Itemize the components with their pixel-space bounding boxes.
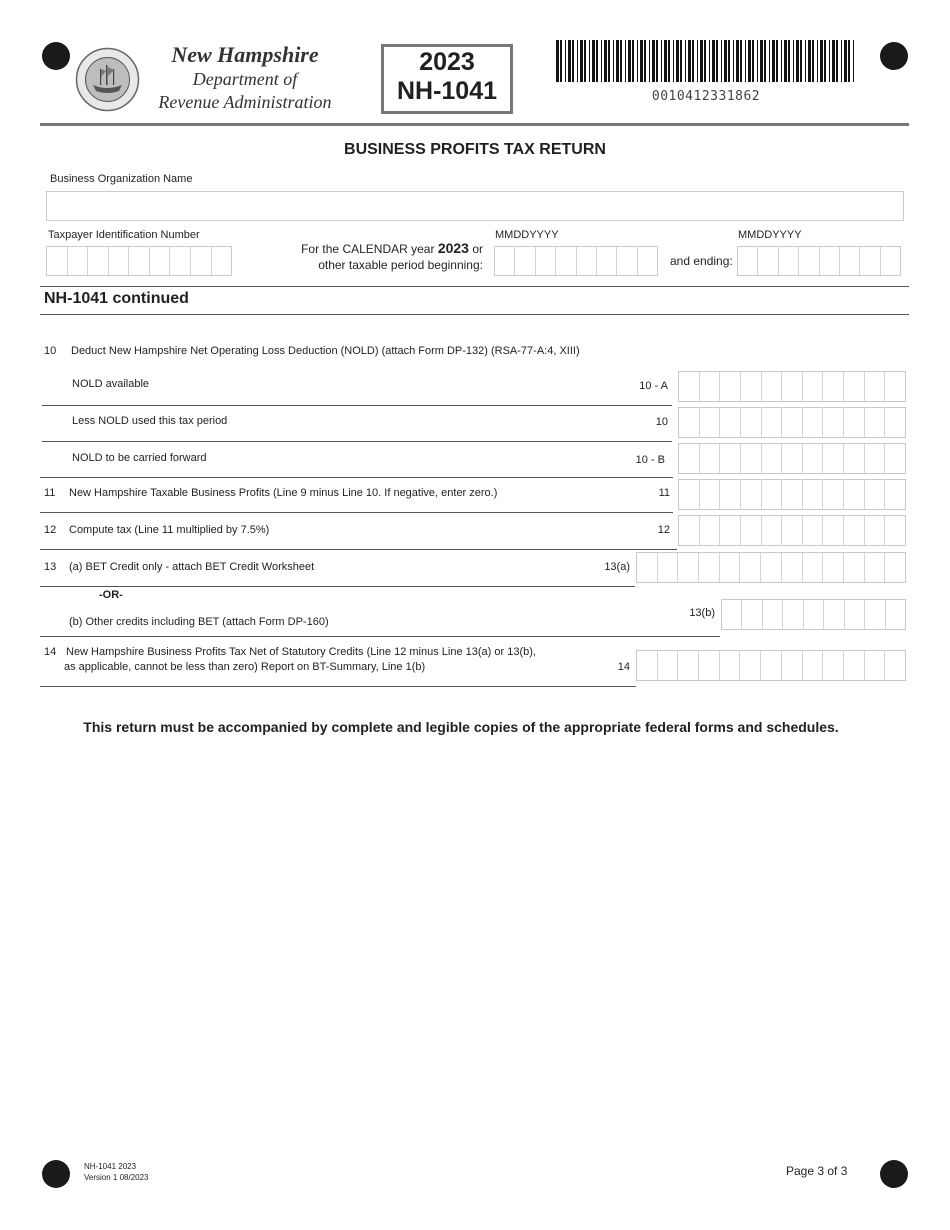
divider: [40, 477, 673, 478]
barcode-bar: [556, 40, 559, 82]
barcode-bar: [760, 40, 763, 82]
line-14-number: 14: [44, 646, 57, 658]
registration-mark-bottom-left: [42, 1160, 70, 1188]
digit-cell[interactable]: [577, 247, 597, 275]
digit-cell[interactable]: [844, 444, 865, 473]
barcode-bar: [736, 40, 739, 82]
barcode-bar: [584, 40, 586, 82]
digit-cell[interactable]: [536, 247, 556, 275]
digit-cell[interactable]: [823, 651, 844, 680]
org-name-label: Business Organization Name: [50, 173, 193, 185]
digit-cell[interactable]: [720, 480, 741, 509]
barcode-bar: [781, 40, 782, 82]
line-10a-text: NOLD available: [72, 378, 150, 390]
digit-cell[interactable]: [844, 651, 865, 680]
barcode-bar: [752, 40, 754, 82]
digit-cell[interactable]: [758, 247, 778, 275]
digit-cell[interactable]: [637, 553, 658, 582]
digit-cell[interactable]: [799, 247, 819, 275]
digit-cell[interactable]: [885, 480, 905, 509]
barcode-bar: [769, 40, 770, 82]
digit-cell[interactable]: [823, 480, 844, 509]
barcode-bar: [721, 40, 722, 82]
digit-cell[interactable]: [865, 480, 886, 509]
line-11-number: 11: [44, 487, 56, 499]
barcode-bar: [745, 40, 746, 82]
period-line-2: other taxable period beginning:: [318, 258, 483, 272]
tin-input[interactable]: [46, 246, 232, 276]
digit-cell[interactable]: [762, 408, 783, 437]
line-10-text: Deduct New Hampshire Net Operating Loss Deduction (NOLD) (attach Form DP-132) (RSA-77-A:4, XIII): [71, 345, 580, 357]
form-year: 2023: [419, 48, 475, 76]
line-14-text-2: as applicable, cannot be less than zero) Report on BT-Summary, Line 1(b): [64, 661, 426, 673]
digit-cell[interactable]: [844, 553, 865, 582]
digit-cell[interactable]: [845, 600, 865, 629]
digit-cell[interactable]: [700, 408, 721, 437]
barcode-bar: [572, 40, 574, 82]
digit-cell[interactable]: [865, 651, 886, 680]
barcode-bar: [680, 40, 682, 82]
line-12-input[interactable]: [678, 515, 906, 546]
line-10b-text: NOLD to be carried forward: [72, 452, 207, 464]
page-number: Page 3 of 3: [786, 1164, 848, 1178]
barcode-bar: [596, 40, 598, 82]
form-id-box: [381, 44, 513, 114]
divider: [40, 636, 720, 637]
digit-cell[interactable]: [844, 372, 865, 401]
digit-cell[interactable]: [109, 247, 130, 275]
digit-cell[interactable]: [885, 408, 905, 437]
line-10-used-input[interactable]: [678, 407, 906, 438]
registration-mark-top-left: [42, 42, 70, 70]
line-10a-ref: 10 - A: [639, 380, 668, 392]
barcode-bar: [812, 40, 814, 82]
line-14-ref: 14: [617, 661, 630, 673]
digit-cell[interactable]: [885, 444, 905, 473]
barcode-bar: [664, 40, 667, 82]
section-title: NH-1041 continued: [44, 290, 189, 307]
begin-date-input[interactable]: [494, 246, 658, 276]
digit-cell[interactable]: [885, 372, 905, 401]
barcode-bar: [700, 40, 703, 82]
digit-cell[interactable]: [782, 651, 803, 680]
divider: [40, 286, 909, 287]
barcode-bar: [565, 40, 566, 82]
barcode-bar: [608, 40, 610, 82]
digit-cell[interactable]: [803, 444, 824, 473]
digit-cell[interactable]: [782, 444, 803, 473]
end-date-input[interactable]: [737, 246, 901, 276]
digit-cell[interactable]: [881, 247, 900, 275]
digit-cell[interactable]: [740, 651, 761, 680]
digit-cell[interactable]: [782, 516, 803, 545]
barcode-number: 0010412331862: [651, 89, 761, 104]
period-prefix: For the CALENDAR year: [301, 242, 435, 256]
state-name: New Hampshire: [171, 42, 319, 67]
barcode-bar: [709, 40, 710, 82]
barcode-bar: [661, 40, 662, 82]
digit-cell[interactable]: [720, 651, 741, 680]
line-10-used-ref: 10: [655, 416, 668, 428]
digit-cell[interactable]: [803, 651, 824, 680]
digit-cell[interactable]: [637, 651, 658, 680]
digit-cell[interactable]: [738, 247, 758, 275]
digit-cell[interactable]: [699, 553, 720, 582]
barcode-bar: [853, 40, 854, 82]
digit-cell[interactable]: [823, 408, 844, 437]
digit-cell[interactable]: [597, 247, 617, 275]
digit-cell[interactable]: [741, 408, 762, 437]
org-name-input[interactable]: [46, 191, 904, 221]
digit-cell[interactable]: [823, 372, 844, 401]
digit-cell[interactable]: [782, 408, 803, 437]
barcode-bar: [628, 40, 631, 82]
barcode-bar: [716, 40, 718, 82]
line-13a-input[interactable]: [636, 552, 906, 583]
digit-cell[interactable]: [617, 247, 637, 275]
digit-cell[interactable]: [740, 553, 761, 582]
digit-cell[interactable]: [844, 516, 865, 545]
digit-cell[interactable]: [699, 651, 720, 680]
digit-cell[interactable]: [150, 247, 171, 275]
line-14-text-1: New Hampshire Business Profits Tax Net of Statutory Credits (Line 12 minus Line 13(a) or 13(b),: [66, 646, 536, 658]
barcode-bar: [625, 40, 626, 82]
line-13b-text: (b) Other credits including BET (attach Form DP-160): [69, 616, 329, 628]
digit-cell[interactable]: [803, 516, 824, 545]
barcode-bar: [577, 40, 578, 82]
period-or: or: [472, 242, 483, 256]
or-label: -OR-: [99, 589, 123, 601]
barcode-bar: [673, 40, 674, 82]
barcode-bar: [832, 40, 835, 82]
barcode-bar: [788, 40, 790, 82]
barcode-bar: [580, 40, 583, 82]
digit-cell[interactable]: [700, 372, 721, 401]
barcode-bar: [568, 40, 571, 82]
divider: [40, 549, 677, 550]
barcode-bar: [637, 40, 638, 82]
barcode-bar: [793, 40, 794, 82]
barcode-bar: [836, 40, 838, 82]
digit-cell[interactable]: [803, 408, 824, 437]
line-10-number: 10: [44, 345, 57, 357]
digit-cell[interactable]: [679, 408, 700, 437]
digit-cell[interactable]: [170, 247, 191, 275]
digit-cell[interactable]: [679, 480, 700, 509]
digit-cell[interactable]: [840, 247, 860, 275]
digit-cell[interactable]: [658, 553, 679, 582]
digit-cell[interactable]: [865, 516, 886, 545]
divider: [40, 686, 636, 687]
barcode-bar: [796, 40, 799, 82]
barcode-bar: [728, 40, 730, 82]
barcode-bar: [604, 40, 607, 82]
digit-cell[interactable]: [741, 444, 762, 473]
digit-cell[interactable]: [885, 553, 905, 582]
digit-cell[interactable]: [763, 600, 783, 629]
digit-cell[interactable]: [678, 651, 699, 680]
barcode-bar: [820, 40, 823, 82]
department-line-2: Revenue Administration: [158, 92, 332, 112]
digit-cell[interactable]: [865, 600, 885, 629]
barcode-bar: [824, 40, 826, 82]
footer-version: Version 1 08/2023: [84, 1173, 149, 1182]
barcode-bar: [784, 40, 787, 82]
digit-cell[interactable]: [720, 372, 741, 401]
digit-cell[interactable]: [191, 247, 212, 275]
barcode-bar: [800, 40, 802, 82]
barcode-bar: [656, 40, 658, 82]
digit-cell[interactable]: [762, 516, 783, 545]
digit-cell[interactable]: [47, 247, 68, 275]
barcode-bar: [616, 40, 619, 82]
digit-cell[interactable]: [803, 553, 824, 582]
barcode-bar: [817, 40, 818, 82]
barcode-bar: [589, 40, 590, 82]
digit-cell[interactable]: [865, 372, 886, 401]
digit-cell[interactable]: [741, 516, 762, 545]
barcode-bar: [712, 40, 715, 82]
header-rule: [40, 123, 909, 126]
digit-cell[interactable]: [720, 408, 741, 437]
digit-cell[interactable]: [129, 247, 150, 275]
barcode-bar: [808, 40, 811, 82]
period-year: 2023: [437, 240, 469, 256]
barcode-bar: [652, 40, 655, 82]
divider: [40, 512, 673, 513]
barcode-bar: [685, 40, 686, 82]
digit-cell[interactable]: [865, 408, 886, 437]
line-11-input[interactable]: [678, 479, 906, 510]
line-12-number: 12: [44, 524, 57, 536]
barcode-bar: [805, 40, 806, 82]
line-13-number: 13: [44, 561, 57, 573]
digit-cell[interactable]: [679, 516, 700, 545]
divider: [42, 441, 672, 442]
barcode-bar: [649, 40, 650, 82]
state-seal: [75, 47, 140, 112]
end-date-format: MMDDYYYY: [738, 229, 802, 241]
digit-cell[interactable]: [844, 480, 865, 509]
digit-cell[interactable]: [804, 600, 824, 629]
barcode-bar: [620, 40, 622, 82]
line-10a-input[interactable]: [678, 371, 906, 402]
barcode-bar: [640, 40, 643, 82]
digit-cell[interactable]: [823, 444, 844, 473]
barcode-bar: [848, 40, 850, 82]
digit-cell[interactable]: [700, 516, 721, 545]
barcode-bar: [644, 40, 646, 82]
barcode-bar: [764, 40, 766, 82]
digit-cell[interactable]: [679, 444, 700, 473]
digit-cell[interactable]: [885, 651, 905, 680]
line-12-ref: 12: [657, 524, 670, 536]
digit-cell[interactable]: [679, 372, 700, 401]
barcode-bar: [733, 40, 734, 82]
digit-cell[interactable]: [761, 553, 782, 582]
and-ending-label: and ending:: [670, 254, 733, 268]
period-line-1: [290, 240, 483, 256]
barcode-bar: [748, 40, 751, 82]
barcode-bar: [668, 40, 670, 82]
barcode-bar: [688, 40, 691, 82]
digit-cell[interactable]: [212, 247, 232, 275]
digit-cell[interactable]: [865, 553, 886, 582]
barcode-bar: [632, 40, 634, 82]
line-10-used-text: Less NOLD used this tax period: [72, 415, 228, 427]
digit-cell[interactable]: [860, 247, 880, 275]
barcode-bar: [601, 40, 602, 82]
line-10b-input[interactable]: [678, 443, 906, 474]
barcode-bar: [676, 40, 679, 82]
footer-form-year: NH-1041 2023: [84, 1162, 137, 1171]
digit-cell[interactable]: [865, 444, 886, 473]
digit-cell[interactable]: [803, 480, 824, 509]
digit-cell[interactable]: [783, 600, 803, 629]
digit-cell[interactable]: [741, 372, 762, 401]
digit-cell[interactable]: [68, 247, 89, 275]
digit-cell[interactable]: [658, 651, 679, 680]
digit-cell[interactable]: [885, 516, 905, 545]
line-13a-ref: 13(a): [604, 561, 630, 573]
digit-cell[interactable]: [761, 651, 782, 680]
digit-cell[interactable]: [782, 553, 803, 582]
digit-cell[interactable]: [700, 480, 721, 509]
barcode-bar: [740, 40, 742, 82]
digit-cell[interactable]: [700, 444, 721, 473]
barcode-bar: [829, 40, 830, 82]
digit-cell[interactable]: [844, 408, 865, 437]
digit-cell[interactable]: [779, 247, 799, 275]
registration-mark-bottom-right: [880, 1160, 908, 1188]
digit-cell[interactable]: [823, 553, 844, 582]
barcode-bar: [692, 40, 694, 82]
line-13b-ref: 13(b): [689, 607, 715, 619]
barcode-bar: [704, 40, 706, 82]
line-13b-input[interactable]: [721, 599, 906, 630]
line-10b-ref: 10 - B: [635, 454, 665, 466]
department-line-1: Department of: [192, 69, 298, 89]
barcode-bar: [697, 40, 698, 82]
tin-label: Taxpayer Identification Number: [48, 229, 200, 241]
digit-cell[interactable]: [678, 553, 699, 582]
begin-date-format: MMDDYYYY: [495, 229, 559, 241]
digit-cell[interactable]: [762, 444, 783, 473]
digit-cell[interactable]: [823, 516, 844, 545]
digit-cell[interactable]: [782, 480, 803, 509]
digit-cell[interactable]: [88, 247, 109, 275]
line-13a-text: (a) BET Credit only - attach BET Credit Worksheet: [69, 561, 315, 573]
digit-cell[interactable]: [495, 247, 515, 275]
barcode-bar: [841, 40, 842, 82]
registration-mark-top-right: [880, 42, 908, 70]
digit-cell[interactable]: [720, 516, 741, 545]
digit-cell[interactable]: [515, 247, 535, 275]
form-title: BUSINESS PROFITS TAX RETURN: [344, 141, 606, 158]
line-11-text: New Hampshire Taxable Business Profits (Line 9 minus Line 10. If negative, enter zero.): [69, 487, 498, 499]
barcode-bar: [772, 40, 775, 82]
digit-cell[interactable]: [720, 444, 741, 473]
digit-cell[interactable]: [762, 480, 783, 509]
barcode-bar: [724, 40, 727, 82]
digit-cell[interactable]: [762, 372, 783, 401]
barcode-bar: [757, 40, 758, 82]
line-11-ref: 11: [658, 487, 670, 499]
digit-cell[interactable]: [742, 600, 762, 629]
divider: [40, 586, 635, 587]
barcode-bar: [560, 40, 562, 82]
line-14-input[interactable]: [636, 650, 906, 681]
digit-cell[interactable]: [638, 247, 657, 275]
digit-cell[interactable]: [782, 372, 803, 401]
digit-cell[interactable]: [720, 553, 741, 582]
digit-cell[interactable]: [803, 372, 824, 401]
barcode-bar: [613, 40, 614, 82]
barcode: [555, 40, 857, 82]
form-id: NH-1041: [396, 77, 498, 105]
divider: [40, 314, 909, 315]
attachment-notice: This return must be accompanied by complete and legible copies of the appropriate federal forms and schedules.: [83, 719, 839, 735]
digit-cell[interactable]: [820, 247, 840, 275]
digit-cell[interactable]: [556, 247, 576, 275]
digit-cell[interactable]: [722, 600, 742, 629]
line-12-text: Compute tax (Line 11 multiplied by 7.5%): [69, 524, 270, 536]
barcode-bar: [776, 40, 778, 82]
digit-cell[interactable]: [886, 600, 905, 629]
digit-cell[interactable]: [741, 480, 762, 509]
digit-cell[interactable]: [824, 600, 844, 629]
divider: [42, 405, 672, 406]
barcode-bar: [592, 40, 595, 82]
barcode-bar: [844, 40, 847, 82]
